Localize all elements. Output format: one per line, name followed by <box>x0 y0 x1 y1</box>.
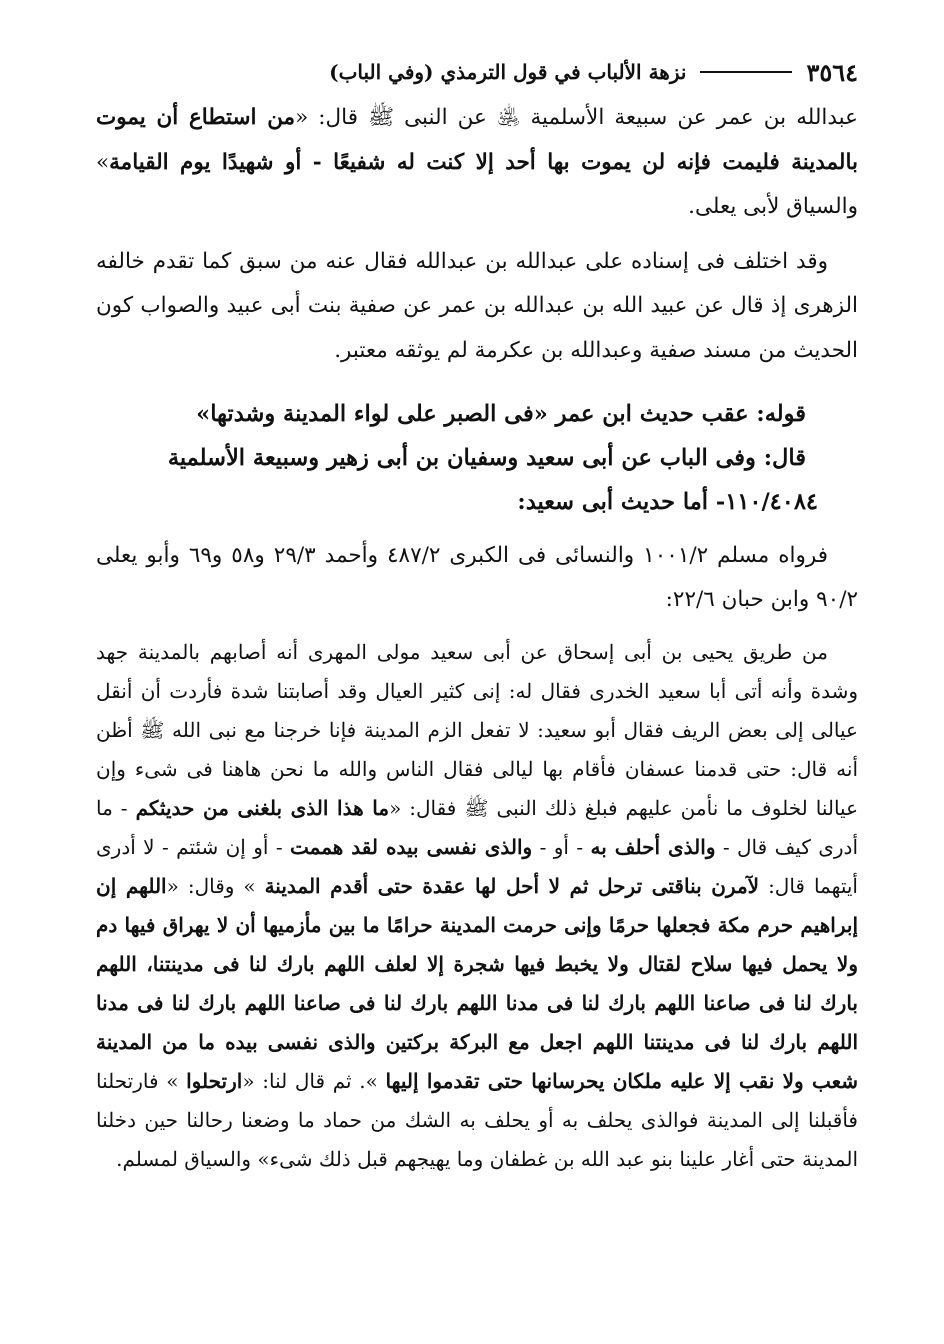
text-segment: » والسياق لأبى يعلى. <box>96 149 858 220</box>
text-segment: من طريق يحيى بن أبى إسحاق عن أبى سعيد مولى المهرى أنه أصابهم بالمدينة جهد وشدة وأنه أتى أبا سعيد الخدرى فقال له: إنى كثير العيال وقد أصابتنا شدة فأردت أن أنقل عيالى إلى بعض الريف فقال أبو سعيد: لا تفعل الزم المدينة فإنا خرجنا مع نبى الله ﷺ أظن أنه قال: حتى قدمنا عسفان فأقام بها ليالى فقال الناس والله ما نحن هاهنا فى شىء وإن عيالنا لخلوف ما نأمن عليهم فبلغ ذلك النبى ﷺ فقال: « <box>96 639 859 820</box>
paragraph-gap <box>96 524 858 534</box>
hadith-number-heading: ١١٠/٤٠٨٤- أما حديث أبى سعيد: <box>517 488 818 515</box>
paragraph-hadith-text <box>96 633 858 1179</box>
paragraph-isnad-discussion: وقد اختلف فى إسناده على عبدالله بن عبدالله فقال عنه من سبق كما تقدم خالفه الزهرى إذ قال عن عبيد الله بن عبدالله بن عمر عن صفية بنت أبى عبيد والصواب كون الحديث من مسند صفية وعبدالله بن عكرمة لم يوثقه معتبر. <box>96 248 858 363</box>
quoted-hadith: لآمرن بناقتى ترحل ثم لا أحل لها عقدة حتى أقدم المدينة <box>264 873 760 898</box>
text-segment: » فارتحلنا فأقبلنا إلى المدينة فوالذى يحلف به أو يحلف به الشك من حماد ما وضعنا رحالنا حين دخلنا المدينة حتى أغار علينا بنو عبد الله بن غطفان وما يهيجهم قبل ذلك شىء» والسياق لمسلم. <box>96 1068 858 1171</box>
quoted-hadith: اللهم إن إبراهيم حرم مكة فجعلها حرمًا وإنى حرمت المدينة حرامًا ما بين مأزميها أن لا يهراق فيها دم ولا يحمل فيها سلاح لقتال ولا يخبط فيها شجرة إلا لعلف اللهم بارك لنا فى مدينتنا، اللهم بارك لنا فى صاعنا اللهم بارك لنا فى مدنا اللهم بارك لنا فى صاعنا اللهم بارك لنا فى مدنا اللهم بارك لنا فى مدينتنا اللهم اجعل مع البركة بركتين والذى نفسى بيده ما من المدينة شعب ولا نقب إلا عليه ملكان يحرسانها حتى تقدموا إليها <box>96 873 858 1093</box>
text-segment: - أو - <box>539 834 584 859</box>
running-title: نزهة الألباب في قول الترمذي (وفي الباب) <box>329 60 687 84</box>
quoted-hadith: ارتحلوا <box>186 1068 243 1093</box>
book-page <box>96 52 858 1304</box>
paragraph-sources: فرواه مسلم ١٠٠١/٢ والنسائى فى الكبرى ٤٨٧/٢ وأحمد ٢٩/٣ و٥٨ و٦٩ وأبو يعلى ٩٠/٢ وابن حبان ٢٢/٦: <box>96 542 858 613</box>
quoted-hadith: والذى نفسى بيده لقد هممت <box>290 834 533 859</box>
paragraph-gap <box>96 230 858 240</box>
text-segment: عبدالله بن عمر عن سبيعة الأسلمية ﵁ عن النبى ﷺ قال: « <box>295 105 858 130</box>
section-subheading: قال: وفى الباب عن أبى سعيد وسفيان بن أبى زهير وسبيعة الأسلمية <box>167 444 806 471</box>
quoted-hadith: ما هذا الذى بلغنى من حديثكم <box>135 795 390 820</box>
quoted-hadith: والذى أحلف به <box>590 834 716 859</box>
page-header <box>96 52 858 92</box>
text-segment: - أو إن شئتم - لا أدرى أيتهما قال: <box>96 834 858 898</box>
section-heading: قوله: عقب حديث ابن عمر «فى الصبر على لواء المدينة وشدتها» <box>196 400 806 427</box>
header-rule <box>700 71 792 73</box>
text-segment: » وقال: « <box>166 873 256 898</box>
paragraph-gap <box>96 623 858 633</box>
paragraph-hadith-continuation <box>96 96 858 230</box>
quoted-hadith: من استطاع أن يموت بالمدينة فليمت فإنه لن يموت بها أحد إلا كنت له شفيعًا - أو شهيدًا يوم القيامة <box>96 105 858 175</box>
text-segment: - ما أدرى كيف قال - <box>96 795 859 859</box>
page-number: ٣٥٦٤ <box>806 57 858 87</box>
text-segment: ». ثم قال لنا: « <box>242 1068 378 1093</box>
